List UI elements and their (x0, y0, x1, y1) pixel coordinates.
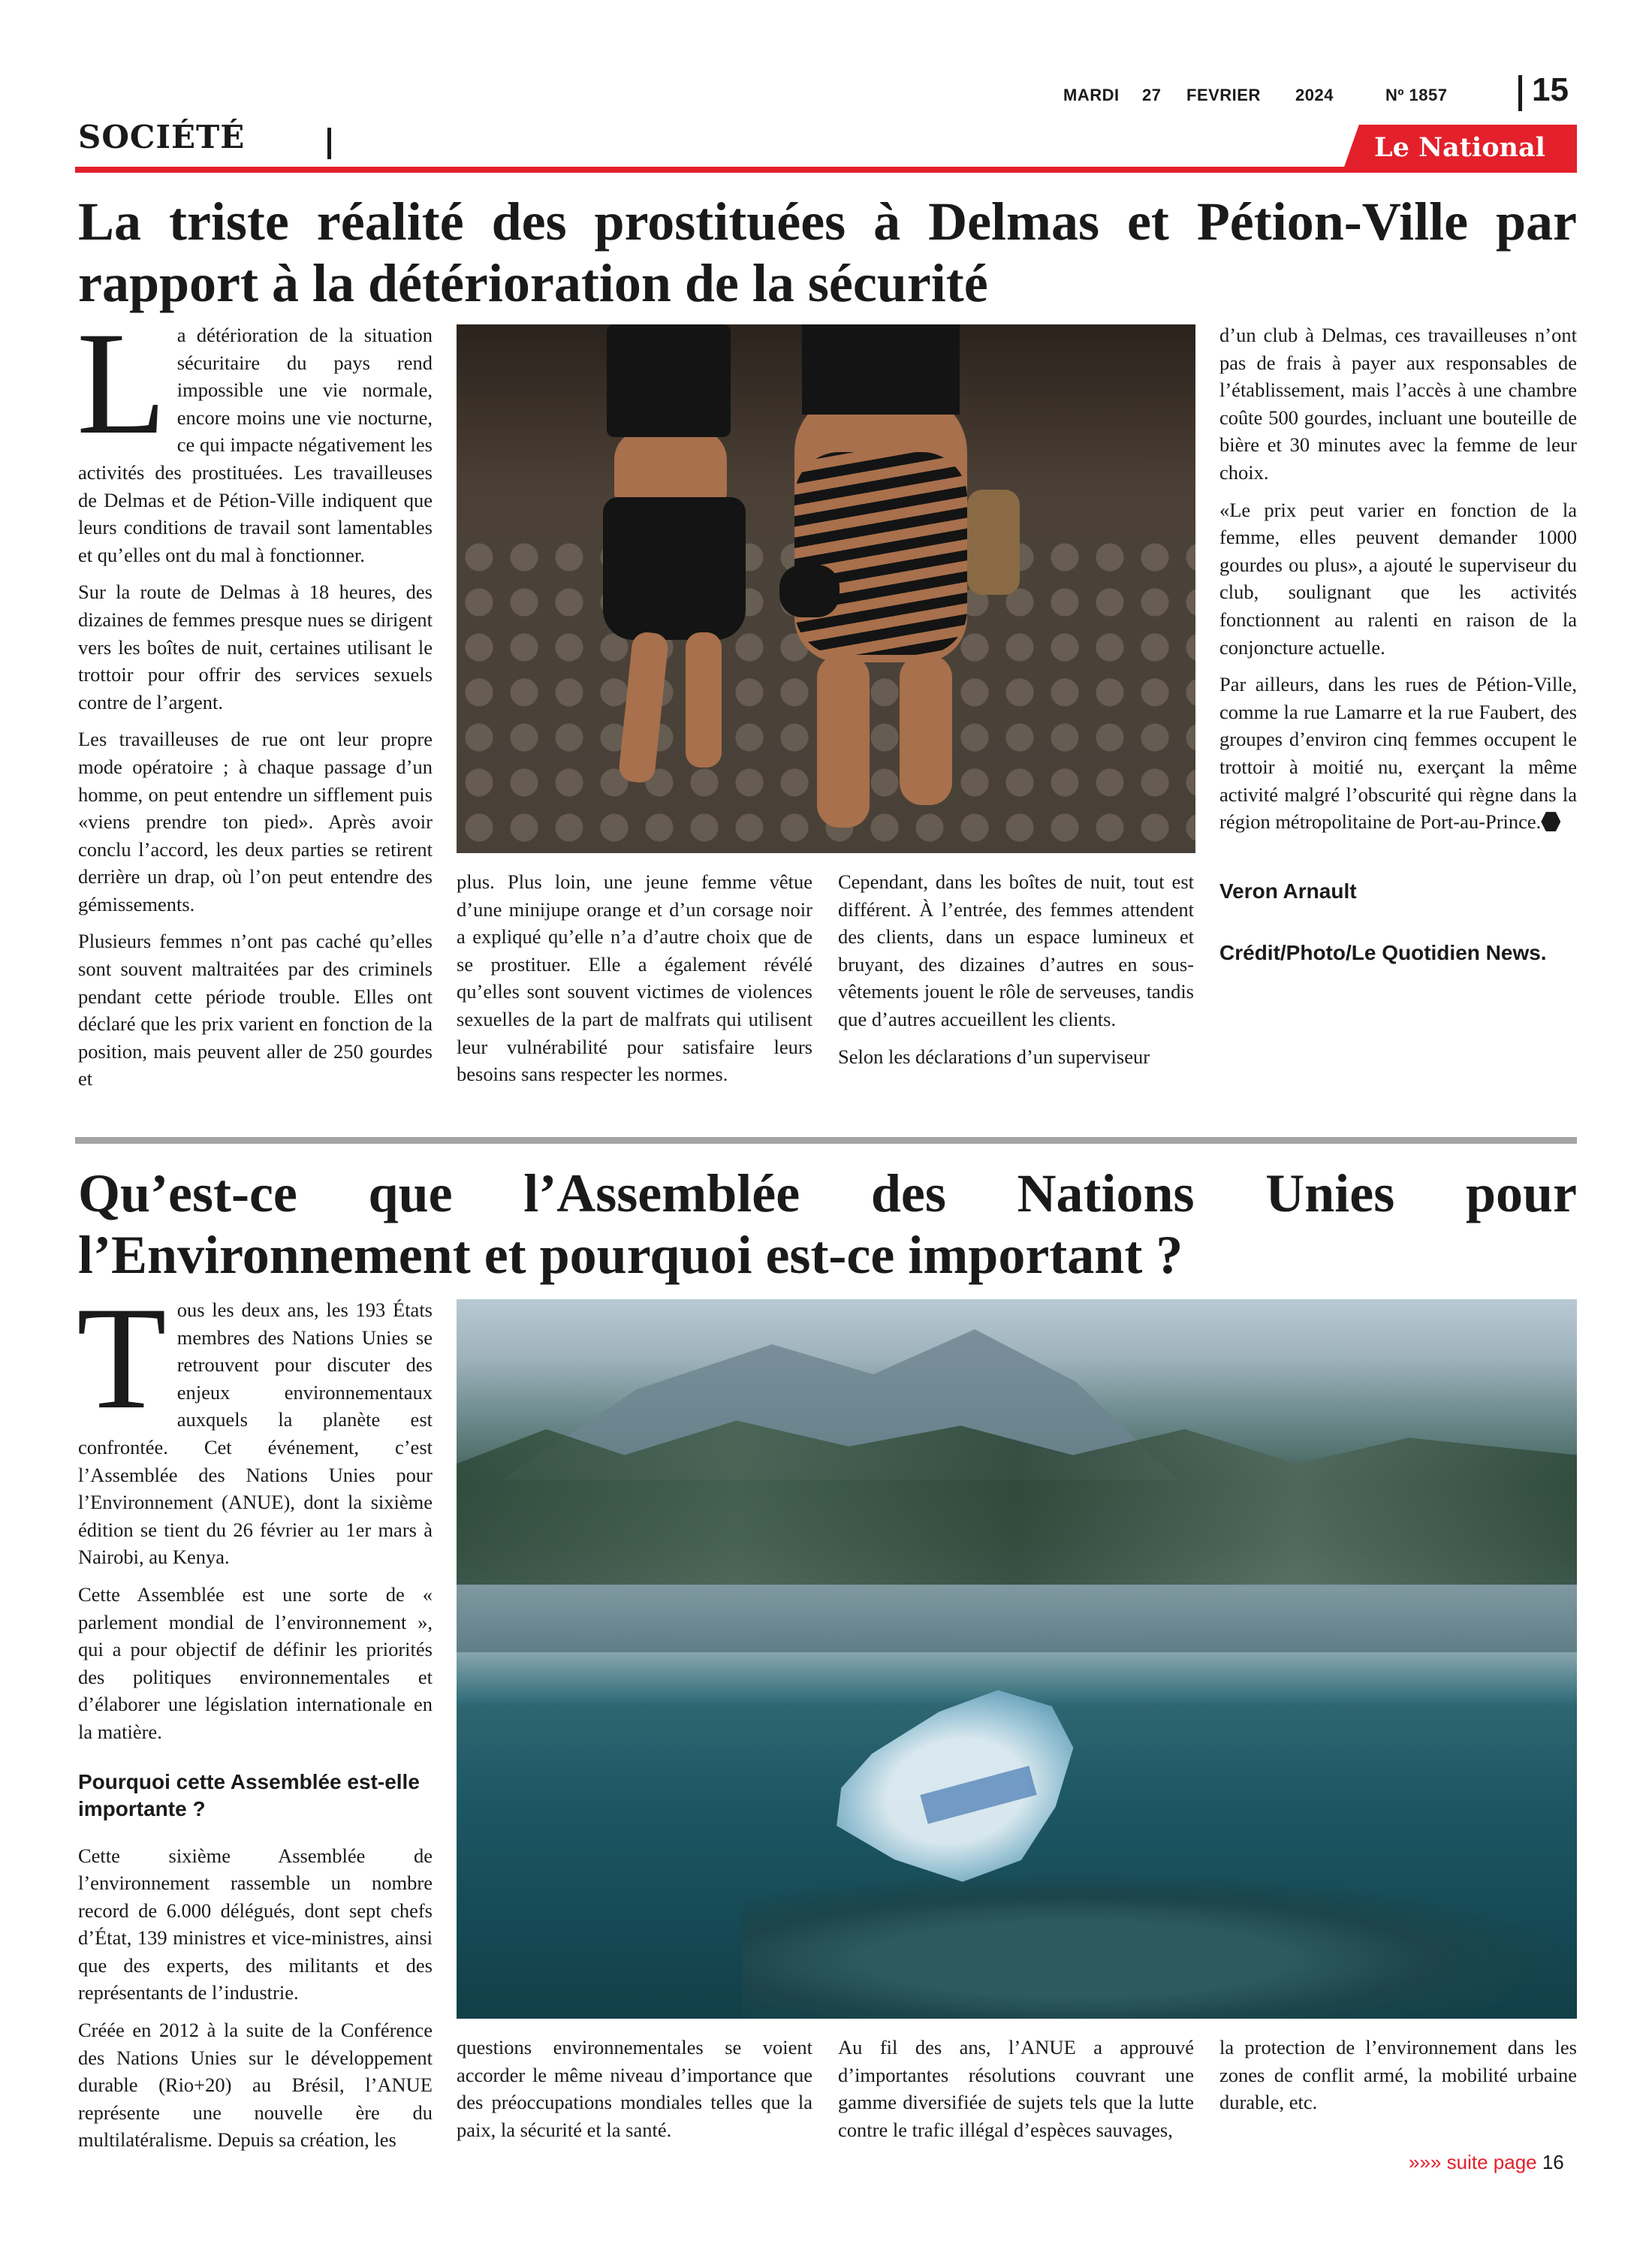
header-day: MARDI (1063, 86, 1120, 104)
article2-paragraph: Cette Assemblée est une sorte de « parlement mondial de l’environnement », qui a pour objectif de définir les priorités des politiques environnementales et d’élaborer une législation internationale en la matière. (78, 1582, 433, 1743)
article1-paragraph: Sur la route de Delmas à 18 heures, des dizaines de femmes presque nues se dirigent vers les boîtes de nuit, certaines utilisant le trottoir pour offrir des services sexuels contre de l’argent. (78, 581, 433, 713)
article2-headline-line2: l’Environnement et pourquoi est-ce important ? (78, 1225, 1183, 1285)
article1-dropcap: L (77, 302, 167, 465)
article2-paragraph: questions environnementales se voient accorder le même niveau d’importance que des préoccupations mondiales telles que la paix, la sécurité et la santé. (457, 2036, 812, 2141)
article2-column-1 (77, 1277, 433, 2164)
brand-name: Le National (1374, 132, 1545, 163)
article1-paragraph: Cependant, dans les boîtes de nuit, tout est différent. À l’entrée, des femmes attendent des clients, dans un espace lumineux et bruyant, des dizaines d’autres en sous-vêtements jouent le rôle de serveuses, tandis que d’autres accueillent les clients. (838, 870, 1194, 1030)
section-title: SOCIÉTÉ (78, 119, 246, 155)
article2-dropcap: T (77, 1277, 167, 1440)
article1-paragraph: Selon les déclarations d’un superviseur (838, 1045, 1150, 1068)
continued-arrows: »»» (1409, 2151, 1442, 2173)
header-issue: Nº 1857 (1385, 86, 1448, 104)
article1-paragraph: Plusieurs femmes n’ont pas caché qu’elles sont souvent maltraitées par des criminels pendant cette période trouble. Elles ont déclaré que les prix varient en fonction de la position, mais peuvent aller de 250 gourdes et (78, 930, 433, 1090)
article2-paragraph: Cette sixième Assemblée de l’environnement rassemble un nombre record de 6.000 délégués, dont sept chefs d’État, 139 ministres et vice-ministres, ainsi que des experts, des militants et des représentants de l’industrie. (78, 1844, 433, 2004)
underwater-plastic-bag-photo (457, 1299, 1577, 2019)
header-date-day: 27 (1142, 86, 1162, 104)
article2-column-2 (457, 2034, 812, 2153)
page-number-divider (1518, 75, 1522, 111)
section-divider (327, 128, 331, 159)
article2-column-4 (1219, 2034, 1577, 2126)
article1-paragraph: Les travailleuses de rue ont leur propre mode opératoire ; à chaque passage d’un homme, on peut entendre un sifflement puis «viens prendre ton pied». Après avoir conclu l’accord, les deux parties se retirent derrière un drap, où l’on peut entendre des gémissements. (78, 728, 433, 915)
continued-label: suite page (1446, 2151, 1537, 2173)
article1-column-1 (77, 302, 433, 1102)
continued-page-number: 16 (1542, 2151, 1564, 2173)
article2-headline-line1: Qu’est-ce que l’Assemblée des Nations Unies pour (78, 1163, 1577, 1223)
article1-headline: La triste réalité des prostituées à Delmas et Pétion-Ville par rapport à la détérioration de la sécurité (78, 192, 1577, 313)
article1-paragraph: a détérioration de la situation sécuritaire du pays rend impossible une vie normale, encore moins une vie nocturne, ce qui impacte négativement les activités des prostituées. Les travailleuses de Delmas et de Pétion-Ville indiquent que leurs conditions de travail sont lamentables et qu’elles ont du mal à fonctionner. (78, 324, 433, 566)
article1-paragraph: «Le prix peut varier en fonction de la femme, elles peuvent demander 1000 gourdes ou plus», a ajouté le superviseur du club, soulignant que les activités fonctionnent au ralenti en raison de la conjoncture actuelle. (1219, 498, 1577, 659)
article1-author: Veron Arnault (1219, 879, 1357, 903)
article2-column-3 (838, 2034, 1194, 2153)
continued-on-page (1409, 2151, 1564, 2174)
article2-paragraph: Créée en 2012 à la suite de la Conférence des Nations Unies sur le développement durable (Rio+20) au Brésil, l’ANUE représente une nouvelle ère du multilatéralisme. Depuis sa création, les (78, 2019, 433, 2152)
article1-paragraph: Par ailleurs, dans les rues de Pétion-Ville, comme la rue Lamarre et la rue Faubert, des groupes d’environ cinq femmes occupent le trottoir à moitié nu, exerçant la même activité malgré l’obscurité qui règne dans la région métropolitaine de Port-au-Prince. (1219, 673, 1577, 834)
article1-column-3 (838, 868, 1194, 1080)
article1-column-2 (457, 868, 812, 1098)
article2-paragraph: Au fil des ans, l’ANUE a approuvé d’importantes résolutions couvrant une gamme diversifiée de sujets tels que la lutte contre le trafic illégal d’espèces sauvages, (838, 2036, 1194, 2141)
article1-paragraph: plus. Plus loin, une jeune femme vêtue d’une minijupe orange et d’un corsage noir a expliqué qu’elle n’a d’autre choix que de se prostituer. Elle a également révélé qu’elles sont souvent victimes de violences sexuelles de la part de malfrats qui utilisent leur vulnérabilité pour satisfaire leurs besoins sans respecter les normes. (457, 870, 812, 1086)
night-street-photo (457, 324, 1195, 853)
article1-paragraph: d’un club à Delmas, ces travailleuses n’ont pas de frais à payer aux responsables de l’établissement, mais l’accès à une chambre coûte 500 gourdes, incluant une bouteille de bière et 30 minutes avec la femme de leur choix. (1219, 324, 1577, 484)
article2-subheading: Pourquoi cette Assemblée est-elle importante ? (78, 1769, 420, 1820)
page-number: 15 (1532, 71, 1569, 108)
article-separator (75, 1137, 1577, 1144)
article1-photo-credit: Crédit/Photo/Le Quotidien News. (1219, 940, 1547, 964)
end-of-article-icon (1541, 812, 1560, 831)
header-year: 2024 (1295, 86, 1334, 104)
article2-paragraph: ous les deux ans, les 193 États membres des Nations Unies se retrouvent pour discuter des enjeux environnementaux auxquels la planète est confrontée. Cet événement, c’est l’Assemblée des Nations Unies pour l’Environnement (ANUE), dont la sixième édition se tient du 26 février au 1er mars à Nairobi, au Kenya. (78, 1298, 433, 1569)
article1-column-4 (1219, 321, 1577, 976)
article2-paragraph: la protection de l’environnement dans les zones de conflit armé, la mobilité urbaine durable, etc. (1219, 2036, 1577, 2114)
article2-headline (78, 1163, 1577, 1286)
header-month: FEVRIER (1186, 86, 1261, 104)
